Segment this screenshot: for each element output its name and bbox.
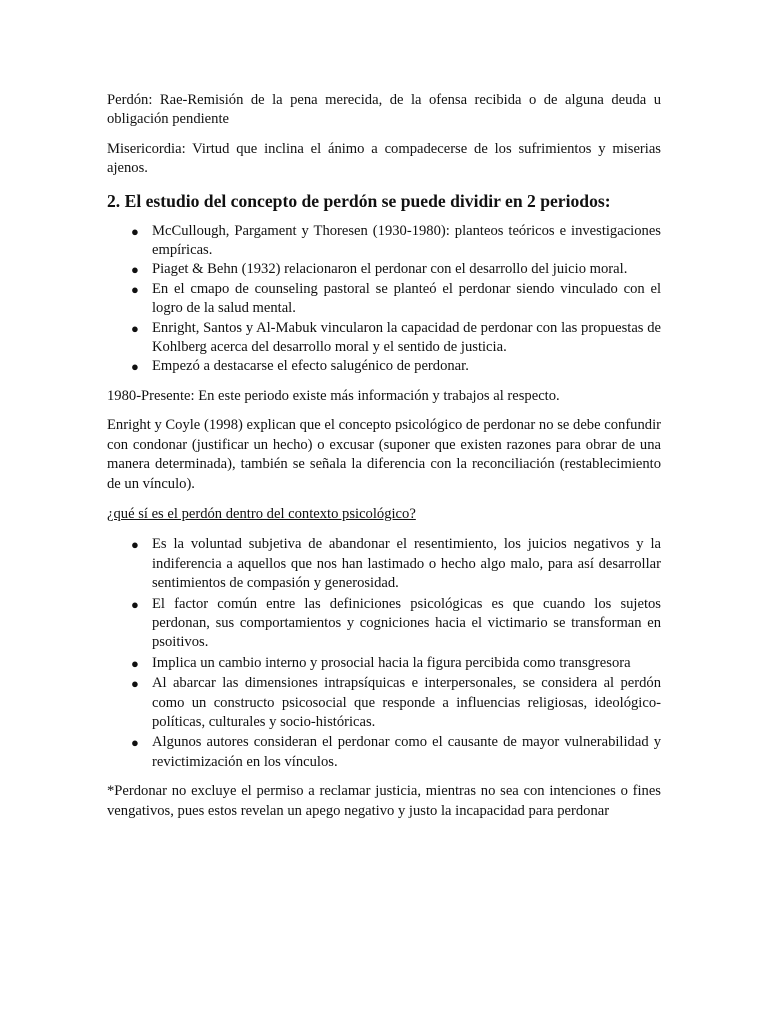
bullet-icon: ●: [131, 359, 139, 375]
list-item: ● McCullough, Pargament y Thoresen (1930-1980): planteos teóricos e investigaciones empíricas.: [131, 222, 661, 259]
bullet-icon: ●: [131, 735, 139, 751]
bullet-icon: ●: [131, 262, 139, 278]
list-item: ● Algunos autores consideran el perdonar como el causante de mayor vulnerabilidad y revictimización en los vínculos.: [131, 734, 661, 770]
section-heading: 2. El estudio del concepto de perdón se puede dividir en 2 periodos:: [107, 190, 611, 211]
list-item: ● El factor común entre las definiciones psicológicas es que cuando los sujetos perdonan, sus comportamientos y cogniciones hacia el victimario se transforman en psoitivos.: [131, 595, 661, 651]
document-body: [107, 91, 661, 821]
answers-list: [107, 535, 661, 772]
list-item: ● Enright, Santos y Al-Mabuk vincularon la capacidad de perdonar con las propuestas de Kohlberg acerca del desarrollo moral y el sentido de justicia.: [131, 319, 661, 356]
bullet-icon: ●: [131, 281, 139, 297]
list-item: ● En el cmapo de counseling pastoral se planteó el perdonar siendo vinculado con el logro de la salud mental.: [131, 280, 661, 317]
question-heading: ¿qué sí es el perdón dentro del contexto psicológico?: [107, 505, 416, 522]
periods-list: [107, 222, 661, 377]
list-item: ● Implica un cambio interno y prosocial hacia la figura percibida como transgresora: [107, 654, 661, 673]
present-paragraph: 1980-Presente: En este periodo existe más información y trabajos al respecto.: [107, 387, 560, 404]
list-item: ● Al abarcar las dimensiones intrapsíquicas e interpersonales, se considera al perdón como un constructo psicosocial que responde a influencias religiosas, ideológico-políticas, culturales y socio-históricas.: [131, 675, 661, 730]
definition-misericordia: Misericordia: Virtud que inclina el ánimo a compadecerse de los sufrimientos y miserias ajenos.: [107, 140, 661, 177]
bullet-icon: ●: [131, 223, 139, 239]
definition-perdon: Perdón: Rae-Remisión de la pena merecida, de la ofensa recibida o de alguna deuda u obligación pendiente: [107, 92, 661, 128]
bullet-icon: ●: [131, 676, 139, 692]
list-item: ● Es la voluntad subjetiva de abandonar el resentimiento, los juicios negativos y la indiferencia a aquellos que nos han lastimado o hecho algo malo, para así desarrollar sentimientos de compasión y generosidad.: [131, 536, 661, 592]
bullet-icon: ●: [131, 596, 139, 612]
list-item: ● Piaget & Behn (1932) relacionaron el perdonar con el desarrollo del juicio moral.: [107, 260, 661, 279]
bullet-icon: ●: [131, 320, 139, 336]
footnote-paragraph: *Perdonar no excluye el permiso a reclamar justicia, mientras no sea con intenciones o fines vengativos, pues estos revelan un apego negativo y justo la incapacidad para perdonar: [107, 783, 661, 819]
bullet-icon: ●: [131, 537, 139, 553]
bullet-icon: ●: [131, 655, 139, 671]
enright-paragraph: Enright y Coyle (1998) explican que el concepto psicológico de perdonar no se debe confundir con condonar (justificar un hecho) o excusar (suponer que existen razones para obrar de una manera determinada), también se señala la diferencia con la reconciliación (restablecimiento de un vínculo).: [107, 417, 661, 492]
list-item: ● Empezó a destacarse el efecto salugénico de perdonar.: [107, 357, 661, 376]
